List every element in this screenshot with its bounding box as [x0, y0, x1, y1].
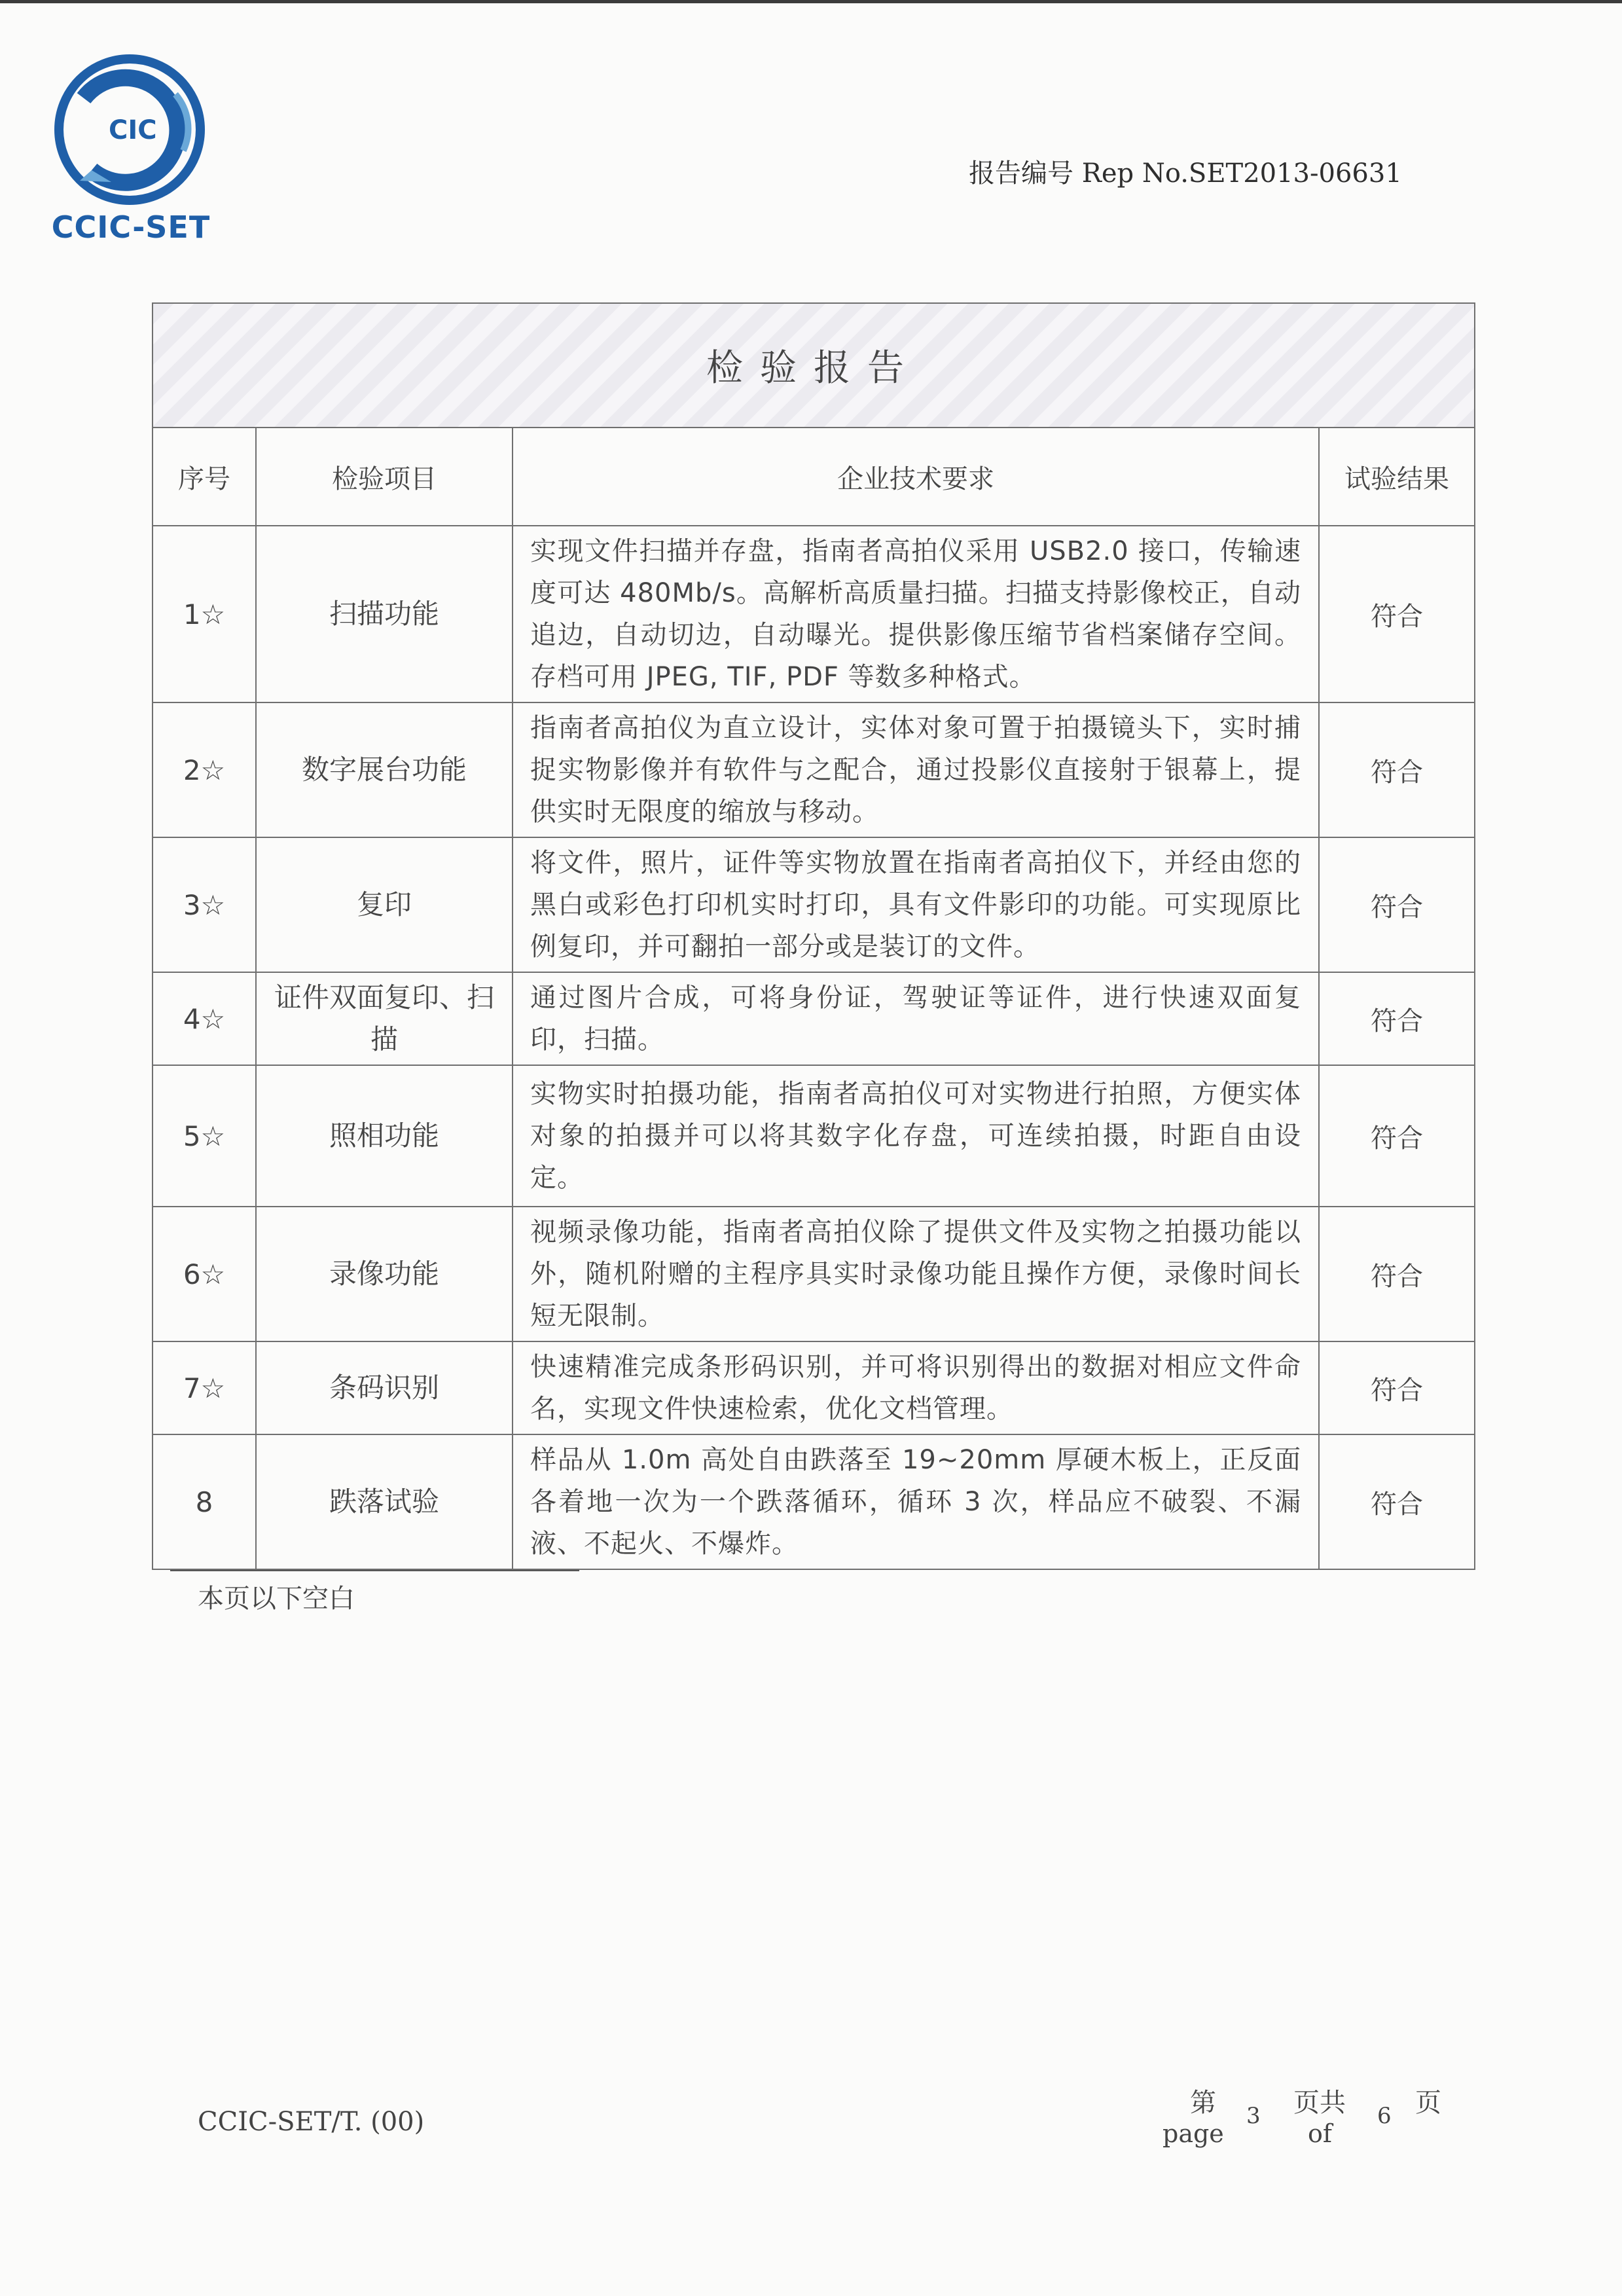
row-item: 跌落试验 [256, 1434, 513, 1569]
row-item: 照相功能 [256, 1065, 513, 1207]
row-result: 符合 [1319, 837, 1475, 972]
top-edge-rule [0, 0, 1622, 3]
row-number: 6☆ [153, 1207, 256, 1341]
total-pages: 6 [1377, 2103, 1392, 2129]
report-number-value: Rep No.SET2013-06631 [1081, 158, 1402, 189]
of-label-en: of [1308, 2119, 1332, 2148]
blank-below-note: 本页以下空白 [198, 1584, 355, 1614]
row-item: 扫描功能 [256, 526, 513, 702]
row-requirement: 实现文件扫描并存盘，指南者高拍仪采用 USB2.0 接口，传输速度可达 480Mb/s。高解析高质量扫描。扫描支持影像校正，自动追边，自动切边，自动曝光。提供影像压缩节省档案储存空间。存档可用 JPEG, TIF, PDF 等数多种格式。 [513, 526, 1319, 702]
row-number: 7☆ [153, 1341, 256, 1434]
row-item: 复印 [256, 837, 513, 972]
report-number-label: 报告编号 [969, 158, 1073, 189]
row-requirement: 视频录像功能，指南者高拍仪除了提供文件及实物之拍摄功能以外，随机附赠的主程序具实时录像功能且操作方便，录像时间长短无限制。 [513, 1207, 1319, 1341]
row-result: 符合 [1319, 702, 1475, 837]
row-result: 符合 [1319, 1434, 1475, 1569]
report-title: 检验报告 [153, 303, 1475, 428]
row-item: 证件双面复印、扫描 [256, 972, 513, 1065]
row-number: 8 [153, 1434, 256, 1569]
table-row [153, 526, 1475, 702]
table-row [153, 1207, 1475, 1341]
footnote-divider [170, 1570, 579, 1571]
row-requirement: 将文件，照片，证件等实物放置在指南者高拍仪下，并经由您的黑白或彩色打印机实时打印，具有文件影印的功能。可实现原比例复印，并可翻拍一部分或是装订的文件。 [513, 837, 1319, 972]
form-code: CCIC-SET/T. (00) [198, 2107, 425, 2137]
table-row [153, 702, 1475, 837]
inspection-report-table [152, 302, 1475, 1570]
row-requirement: 样品从 1.0m 高处自由跌落至 19~20mm 厚硬木板上，正反面各着地一次为一个跌落循环，循环 3 次，样品应不破裂、不漏液、不起火、不爆炸。 [513, 1434, 1319, 1569]
report-number [969, 153, 1402, 190]
logo-inner-text: CIC [109, 115, 157, 145]
ccic-logo-icon [46, 52, 216, 210]
row-result: 符合 [1319, 1207, 1475, 1341]
column-header-item: 检验项目 [256, 428, 513, 526]
pages-suffix-zh: 页 [1415, 2088, 1441, 2118]
row-number: 2☆ [153, 702, 256, 837]
row-requirement: 指南者高拍仪为直立设计，实体对象可置于拍摄镜头下，实时捕捉实物影像并有软件与之配合，通过投影仪直接射于银幕上，提供实时无限度的缩放与移动。 [513, 702, 1319, 837]
table-row [153, 1341, 1475, 1434]
row-number: 4☆ [153, 972, 256, 1065]
table-header-row [153, 428, 1475, 526]
row-requirement: 通过图片合成，可将身份证，驾驶证等证件，进行快速双面复印，扫描。 [513, 972, 1319, 1065]
row-result: 符合 [1319, 1065, 1475, 1207]
page-label-zh: 第 [1190, 2088, 1216, 2118]
row-requirement: 实物实时拍摄功能，指南者高拍仪可对实物进行拍照，方便实体对象的拍摄并可以将其数字化存盘，可连续拍摄，时距自由设定。 [513, 1065, 1319, 1207]
row-result: 符合 [1319, 1341, 1475, 1434]
table-row [153, 837, 1475, 972]
row-item: 数字展台功能 [256, 702, 513, 837]
of-label-zh: 页共 [1293, 2088, 1346, 2118]
table-row [153, 1065, 1475, 1207]
ccic-logo [46, 52, 229, 249]
row-item: 录像功能 [256, 1207, 513, 1341]
table-row [153, 1434, 1475, 1569]
column-header-no: 序号 [153, 428, 256, 526]
row-number: 5☆ [153, 1065, 256, 1207]
row-item: 条码识别 [256, 1341, 513, 1434]
row-requirement: 快速精准完成条形码识别，并可将识别得出的数据对相应文件命名，实现文件快速检索，优化文档管理。 [513, 1341, 1319, 1434]
page-label-en: page [1162, 2119, 1224, 2148]
row-number: 3☆ [153, 837, 256, 972]
logo-wordmark: CCIC-SET [51, 210, 211, 245]
row-number: 1☆ [153, 526, 256, 702]
column-header-result: 试验结果 [1319, 428, 1475, 526]
table-row [153, 972, 1475, 1065]
page-number: 3 [1246, 2103, 1261, 2129]
row-result: 符合 [1319, 526, 1475, 702]
column-header-requirement: 企业技术要求 [513, 428, 1319, 526]
row-result: 符合 [1319, 972, 1475, 1065]
